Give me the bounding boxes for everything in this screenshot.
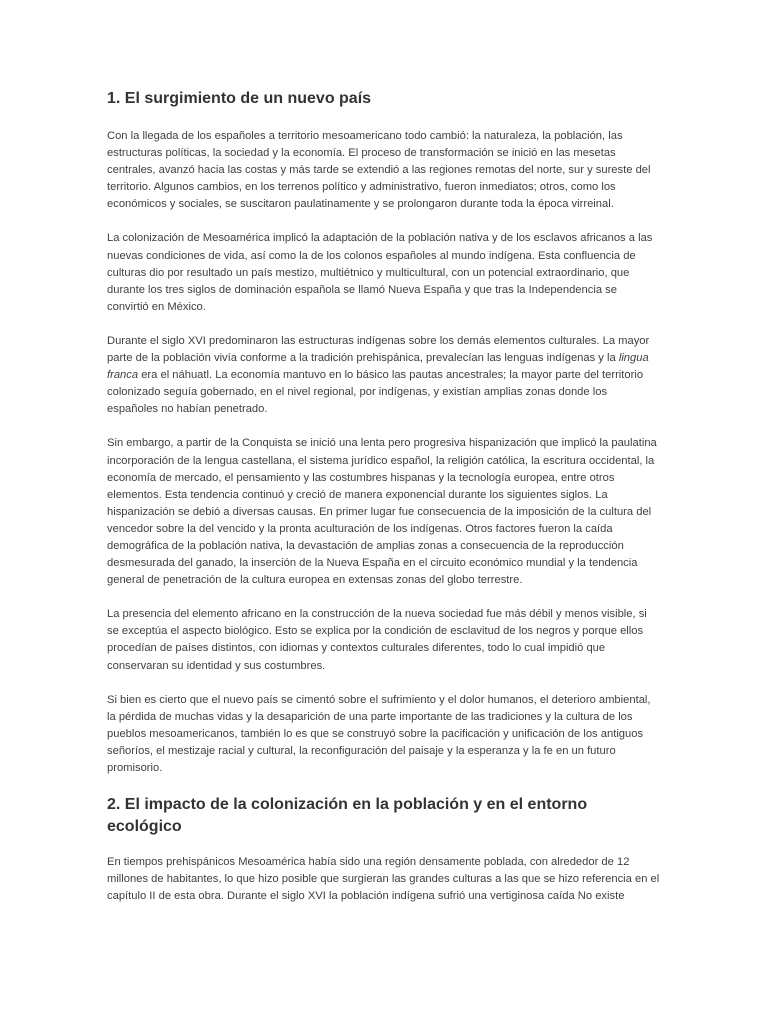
section-1-paragraph-4: Sin embargo, a partir de la Conquista se inició una lenta pero progresiva hispanización que implicó la paulatina incorporación de la lengua castellana, el sistema jurídico español, la religión católica, la escritura occidental, la economía de mercado, el pensamiento y las costumbres hispanas y la tecnología europea, entre otros elementos. Esta tendencia continuó y creció de manera exponencial durante los siguientes siglos. La hispanización se debió a diversas causas. En primer lugar fue consecuencia de la imposición de la cultura del vencedor sobre la del vencido y la pronta aculturación de los indígenas. Otros factores fueron la caída demográfica de la población nativa, la devastación de amplias zonas a consecuencia de la reproducción desmesurada del ganado, la inserción de la Nueva España en el circuito económico mundial y la tendencia general de penetración de la cultura europea en extensas zonas del globo terrestre. (107, 437, 657, 587)
section-1-paragraph-3 (107, 333, 660, 418)
section-2-paragraph-1: En tiempos prehispánicos Mesoamérica había sido una región densamente poblada, con alrededor de 12 millones de habitantes, lo que hizo posible que surgieran las grandes culturas a las que se hizo referencia en el capítulo II de esta obra. Durante el siglo XVI la población indígena sufrió una vertiginosa caída No existe (107, 856, 660, 903)
section-1-heading: 1. El surgimiento de un nuevo país (107, 90, 372, 107)
document-page (107, 88, 660, 905)
section-2-heading: 2. El impacto de la colonización en la población y en el entorno ecológico (107, 796, 588, 836)
section-1-paragraph-1: Con la llegada de los españoles a territorio mesoamericano todo cambió: la naturaleza, la población, las estructuras políticas, la sociedad y la economía. El proceso de transformación se inició en las mesetas centrales, avanzó hacia las costas y más tarde se extendió a las regiones remotas del norte, sur y sureste del territorio. Algunos cambios, en los terrenos político y administrativo, fueron inmediatos; otros, como los económicos y sociales, se suscitaron paulatinamente y se prolongaron durante toda la época virreinal. (107, 130, 651, 211)
section-1-paragraph-5: La presencia del elemento africano en la construcción de la nueva sociedad fue más débil y menos visible, si se exceptúa el aspecto biológico. Esto se explica por la condición de esclavitud de los negros y porque ellos procedían de países distintos, con idiomas y contextos culturales diferentes, todo lo cual impidió que conservaran su identidad y sus costumbres. (107, 608, 647, 672)
paragraph-3-text-b: era el náhuatl. La economía mantuvo en lo básico las pautas ancestrales; la mayor parte del territorio colonizado seguía gobernado, en el nivel regional, por indígenas, y existían amplias zonas donde los españoles no habían penetrado. (107, 369, 644, 416)
paragraph-3-text-a: Durante el siglo XVI predominaron las estructuras indígenas sobre los demás elementos culturales. La mayor parte de la población vivía conforme a la tradición prehispánica, prevalecían las lenguas indígenas y la (107, 334, 650, 365)
section-1-paragraph-6: Si bien es cierto que el nuevo país se cimentó sobre el sufrimiento y el dolor humanos, el deterioro ambiental, la pérdida de muchas vidas y la desaparición de una parte importante de las tradiciones y la cultura de los pueblos mesoamericanos, también lo es que se construyó sobre la pacificación y unificación de los antiguos señoríos, el mestizaje racial y cultural, la reconfiguración del paisaje y la esperanza y la fe en un futuro promisorio. (107, 693, 651, 774)
lingua-franca-italic: lingua franca (107, 352, 649, 382)
section-1-paragraph-2: La colonización de Mesoamérica implicó la adaptación de la población nativa y de los esclavos africanos a las nuevas condiciones de vida, así como la de los colonos españoles al mundo indígena. Esta confluencia de culturas dio por resultado un país mestizo, multiétnico y multicultural, con un potencial extraordinario, que durante los tres siglos de dominación española se llamó Nueva España y que tras la Independencia se convirtió en México. (107, 232, 653, 313)
